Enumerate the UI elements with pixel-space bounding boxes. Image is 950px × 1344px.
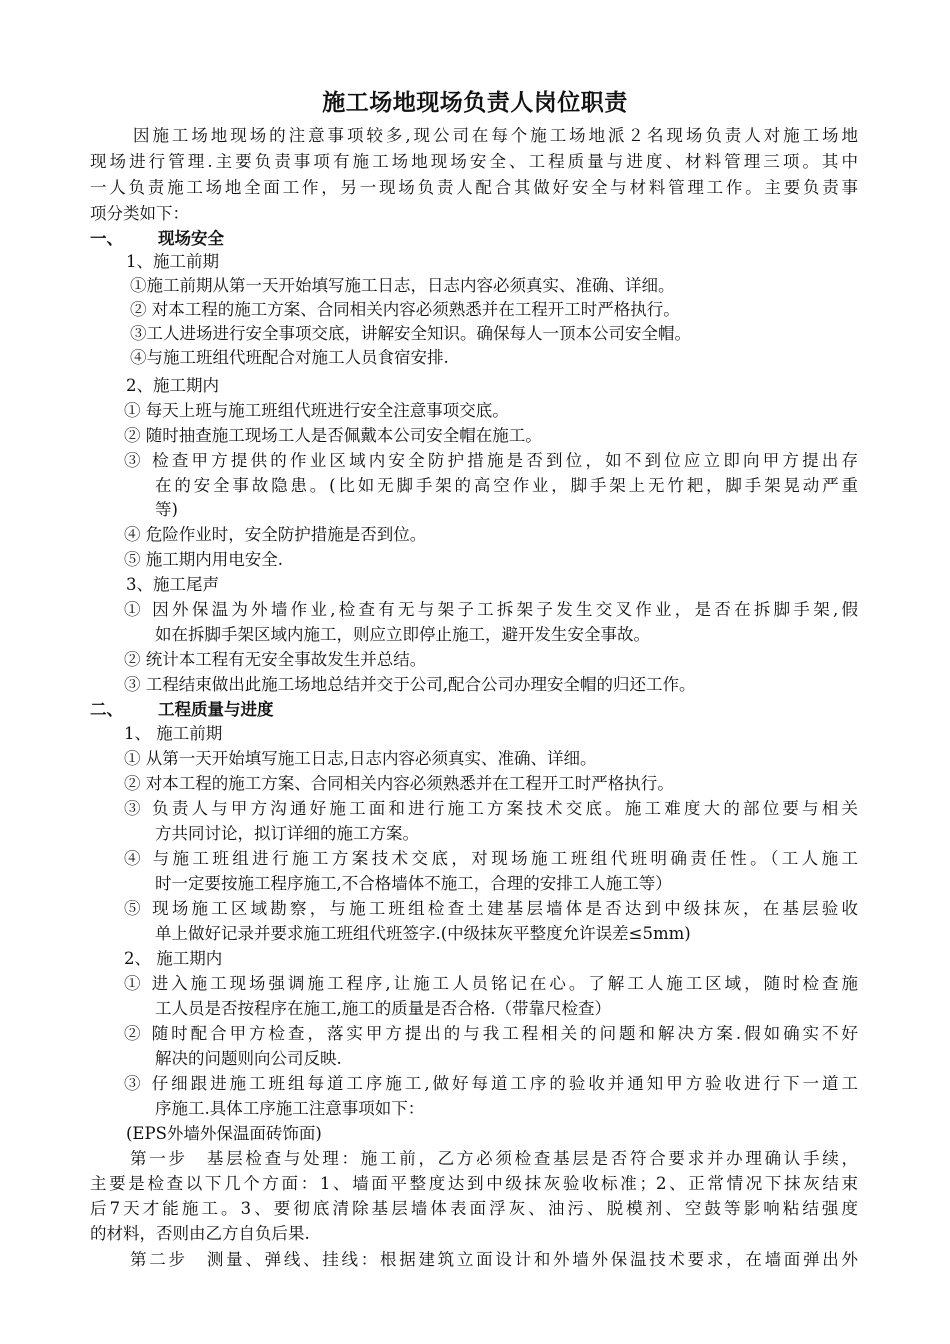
list-item: ① 从第一天开始填写施工日志,日志内容必须真实、准确、详细。	[124, 749, 597, 768]
list-item: ④与施工班组代班配合对施工人员食宿安排.	[130, 348, 449, 367]
list-item-continuation: 单上做好记录并要求施工班组代班签字.(中级抹灰平整度允许误差≤5mm)	[155, 924, 691, 943]
subsection-label: 2、施工期内	[126, 376, 219, 395]
list-item: ③ 工程结束做出此施工场地总结并交于公司,配合公司办理安全帽的归还工作。	[124, 675, 696, 694]
list-item: ② 统计本工程有无安全事故发生并总结。	[124, 650, 427, 669]
list-item: ⑤ 施工期内用电安全.	[124, 550, 283, 569]
subsection-label: 1、施工前期	[126, 252, 219, 271]
list-item-continuation: 工人员是否按程序在施工,施工的质量是否合格.（带靠尺检查）	[155, 999, 611, 1018]
intro-line: 项分类如下：	[90, 204, 189, 223]
intro-line: 因施工场地现场的注意事项较多,现公司在每个施工场地派２名现场负责人对施工场地	[133, 126, 858, 145]
intro-line: 现场进行管理.主要负责事项有施工场地现场安全、工程质量与进度、材料管理三项。其中	[90, 152, 858, 171]
list-item: ④ 危险作业时，安全防护措施是否到位。	[124, 525, 427, 544]
list-item: ①施工前期从第一天开始填写施工日志，日志内容必须真实、准确、详细。	[130, 276, 675, 295]
step-line: 第一步 基层检查与处理：施工前，乙方必须检查基层是否符合要求并办理确认手续，	[130, 1149, 858, 1168]
list-item: ② 随时配合甲方检查，落实甲方提出的与我工程相关的问题和解决方案.假如确实不好	[124, 1024, 858, 1043]
eps-label: (EPS外墙外保温面砖饰面)	[126, 1124, 322, 1143]
section-heading: 现场安全	[158, 229, 224, 248]
list-item: ① 每天上班与施工班组代班进行安全注意事项交底。	[124, 401, 509, 420]
step-line: 第二步 测量、弹线、挂线：根据建筑立面设计和外墙外保温技术要求，在墙面弹出外	[130, 1250, 858, 1269]
list-item: ② 对本工程的施工方案、合同相关内容必须熟悉并在工程开工时严格执行。	[124, 774, 674, 793]
subsection-label: 2、 施工期内	[124, 949, 223, 968]
step-line: 主要是检查以下几个方面：1、墙面平整度达到中级抹灰验收标准；2、正常情况下抹灰结束	[90, 1174, 858, 1193]
section-number: 二、	[90, 700, 123, 719]
list-item-continuation: 时一定要按施工程序施工,不合格墙体不施工，合理的安排工人施工等）	[155, 874, 672, 893]
section-heading: 工程质量与进度	[158, 700, 274, 719]
list-item: ⑤ 现场施工区域勘察，与施工班组检查土建基层墙体是否达到中级抹灰，在基层验收	[124, 899, 858, 918]
list-item: ② 随时抽查施工现场工人是否佩戴本公司安全帽在施工。	[124, 426, 542, 445]
list-item: ④ 与施工班组进行施工方案技术交底，对现场施工班组代班明确责任性。（工人施工	[124, 849, 858, 868]
step-line: 后7天才能施工。3、要彻底清除基层墙体表面浮灰、油污、脱模剂、空鼓等影响粘结强度	[90, 1199, 858, 1218]
section-number: 一、	[90, 229, 123, 248]
list-item-continuation: 解决的问题则向公司反映.	[155, 1049, 342, 1068]
list-item-continuation: 等)	[155, 500, 178, 519]
list-item: ② 对本工程的施工方案、合同相关内容必须熟悉并在工程开工时严格执行。	[130, 300, 680, 319]
step-line: 的材料，否则由乙方自负后果.	[90, 1224, 310, 1243]
list-item-continuation: 如在拆脚手架区域内施工，则应立即停止施工，避开发生安全事故。	[155, 625, 650, 644]
list-item: ③ 负责人与甲方沟通好施工面和进行施工方案技术交底。施工难度大的部位要与相关	[124, 799, 858, 818]
subsection-label: 1、 施工前期	[124, 724, 223, 743]
list-item-continuation: 序施工.具体工序施工注意事项如下：	[155, 1099, 425, 1118]
document-title: 施工场地现场负责人岗位职责	[322, 90, 628, 116]
list-item: ③ 仔细跟进施工班组每道工序施工,做好每道工序的验收并通知甲方验收进行下一道工	[124, 1074, 858, 1093]
list-item-continuation: 在的安全事故隐患。(比如无脚手架的高空作业，脚手架上无竹耙，脚手架晃动严重	[155, 476, 858, 495]
list-item-continuation: 方共同讨论，拟订详细的施工方案。	[155, 824, 419, 843]
list-item: ③工人进场进行安全事项交底，讲解安全知识。确保每人一顶本公司安全帽。	[130, 324, 691, 343]
list-item: ③ 检查甲方提供的作业区域内安全防护措施是否到位，如不到位应立即向甲方提出存	[124, 451, 858, 470]
subsection-label: 3、施工尾声	[126, 575, 219, 594]
list-item: ① 因外保温为外墙作业,检查有无与架子工拆架子发生交叉作业，是否在拆脚手架,假	[124, 600, 858, 619]
intro-line: 一人负责施工场地全面工作，另一现场负责人配合其做好安全与材料管理工作。主要负责事	[90, 178, 858, 197]
list-item: ① 进入施工现场强调施工程序,让施工人员铭记在心。了解工人施工区域，随时检查施	[124, 974, 858, 993]
